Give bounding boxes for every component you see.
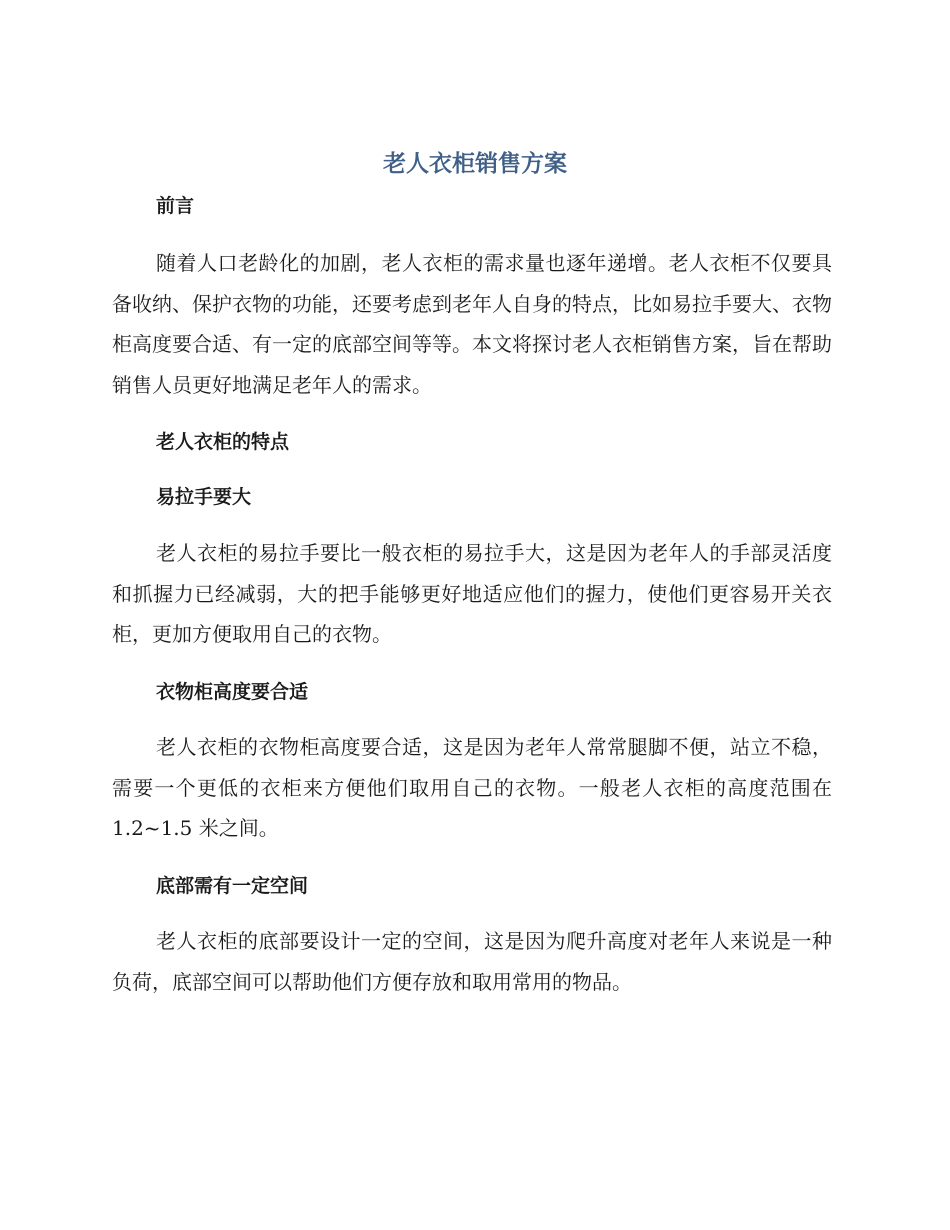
section-heading-features: 老人衣柜的特点 bbox=[156, 431, 290, 453]
section-heading-large-handle: 易拉手要大 bbox=[156, 486, 252, 508]
paragraph-bottom-space: 老人衣柜的底部要设计一定的空间，这是因为爬升高度对老年人来说是一种负荷，底部空间可以帮助他们方便存放和取用常用的物品。 bbox=[112, 929, 832, 994]
section-heading-bottom-space: 底部需有一定空间 bbox=[156, 875, 309, 897]
paragraph-cabinet-height: 老人衣柜的衣物柜高度要合适，这是因为老年人常常腿脚不便，站立不稳，需要一个更低的衣柜来方便他们取用自己的衣物。一般老人衣柜的高度范围在 1.2~1.5 米之间。 bbox=[112, 735, 832, 840]
section-heading-preface: 前言 bbox=[156, 195, 195, 217]
paragraph-preface: 随着人口老龄化的加剧，老人衣柜的需求量也逐年递增。老人衣柜不仅要具备收纳、保护衣物的功能，还要考虑到老年人自身的特点，比如易拉手要大、衣物柜高度要合适、有一定的底部空间等等。本文将探讨老人衣柜销售方案，旨在帮助销售人员更好地满足老年人的需求。 bbox=[112, 251, 832, 397]
section-heading-cabinet-height: 衣物柜高度要合适 bbox=[156, 681, 309, 703]
document-title: 老人衣柜销售方案 bbox=[383, 151, 567, 177]
paragraph-large-handle: 老人衣柜的易拉手要比一般衣柜的易拉手大，这是因为老年人的手部灵活度和抓握力已经减弱，大的把手能够更好地适应他们的握力，使他们更容易开关衣柜，更加方便取用自己的衣物。 bbox=[112, 541, 832, 646]
